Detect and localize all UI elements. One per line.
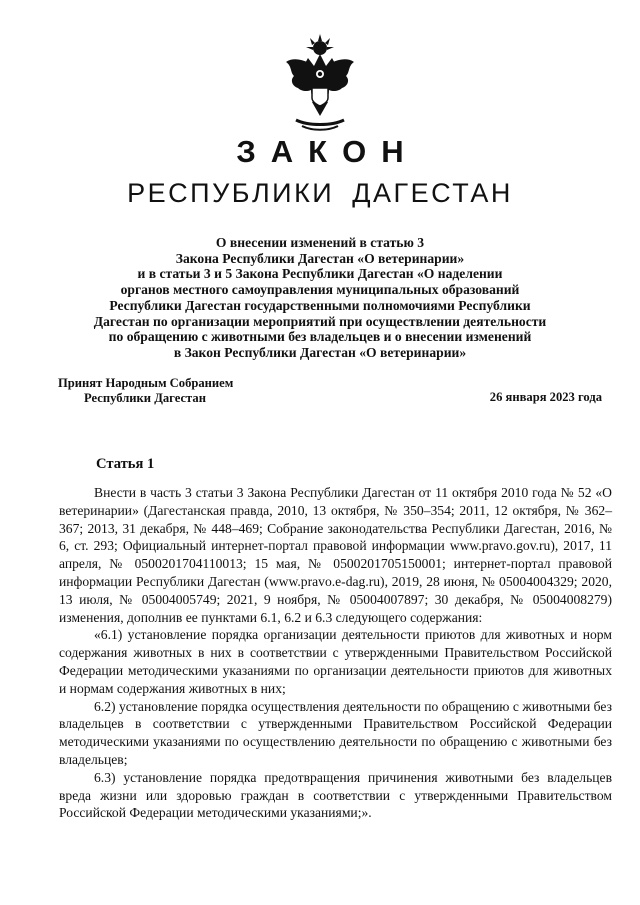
paragraph: 6.3) установление порядка предотвращения причинения животными без владельцев вреда жизни или здоровью граждан в соответствии с утвержденными Правительством Российской Федерации методическими указаниями;». [59,769,612,821]
adopted-line: Принят Народным Собранием [58,376,234,390]
adopted-date: 26 января 2023 года [489,390,602,404]
paragraph: Внести в часть 3 статьи 3 Закона Республики Дагестан от 11 октября 2010 года № 52 «О ветеринарии» (Дагестанская правда, 2010, 13 октября, № 350–354; 2011, 12 октября, № 362–367; 2013, 31 декабря, № 448–469; Собрание законодательства Республики Дагестан, 2016, № 6, ст. 293; Официальный интернет-портал правовой информации www.pravo.gov.ru), 2017, 11 апреля, № 0500201704110013; 15 мая, № 0500201705150001; интернет-портал правовой информации Республики Дагестан (www.pravo.e-dag.ru), 2019, 28 июня, № 05004004329; 2020, 13 июля, № 05004005749; 2021, 9 ноября, № 05004007897; 30 декабря, № 05004008279) изменения, дополнив ее пунктами 6.1, 6.2 и 6.3 следующего содержания: [59,485,612,625]
law-title: ЗАКОН [236,134,419,169]
heading-line: органов местного самоуправления муниципальных образований [120,282,520,298]
adopted-by [58,376,233,406]
law-subtitle: РЕСПУБЛИКИ ДАГЕСТАН [127,178,513,208]
heading-line: по обращению с животными без владельцев и о внесении изменений [108,329,532,345]
coat-of-arms-eagle-icon [282,32,358,132]
adopted-line: Республики Дагестан [84,391,206,405]
heading-line: Закона Республики Дагестан «О ветеринарии» [175,250,465,266]
law-heading [60,235,580,361]
paragraph: «6.1) установление порядка организации деятельности приютов для животных и норм содержания животных в них в соответствии с утвержденными Правительством Российской Федерации методическими указаниями по организации деятельности приютов для животных и нормам содержания животных в них; [59,627,612,696]
heading-line: Дагестан по организации мероприятий при осуществлении деятельности [93,313,547,329]
article-title: Статья 1 [96,456,155,472]
article-body [59,484,612,822]
heading-line: О внесении изменений в статью 3 [215,235,425,250]
heading-line: в Закон Республики Дагестан «О ветеринарии» [173,344,467,360]
heading-line: и в статьи 3 и 5 Закона Республики Дагестан «О наделении [137,266,503,282]
paragraph: 6.2) установление порядка осуществления деятельности по обращению с животными без владельцев в соответствии с утвержденными Правительством Российской Федерации методическими указаниями по осуществлению деятельности по обращению с животными без владельцев; [59,698,612,767]
heading-line: Республики Дагестан государственными полномочиями Республики [109,297,531,313]
